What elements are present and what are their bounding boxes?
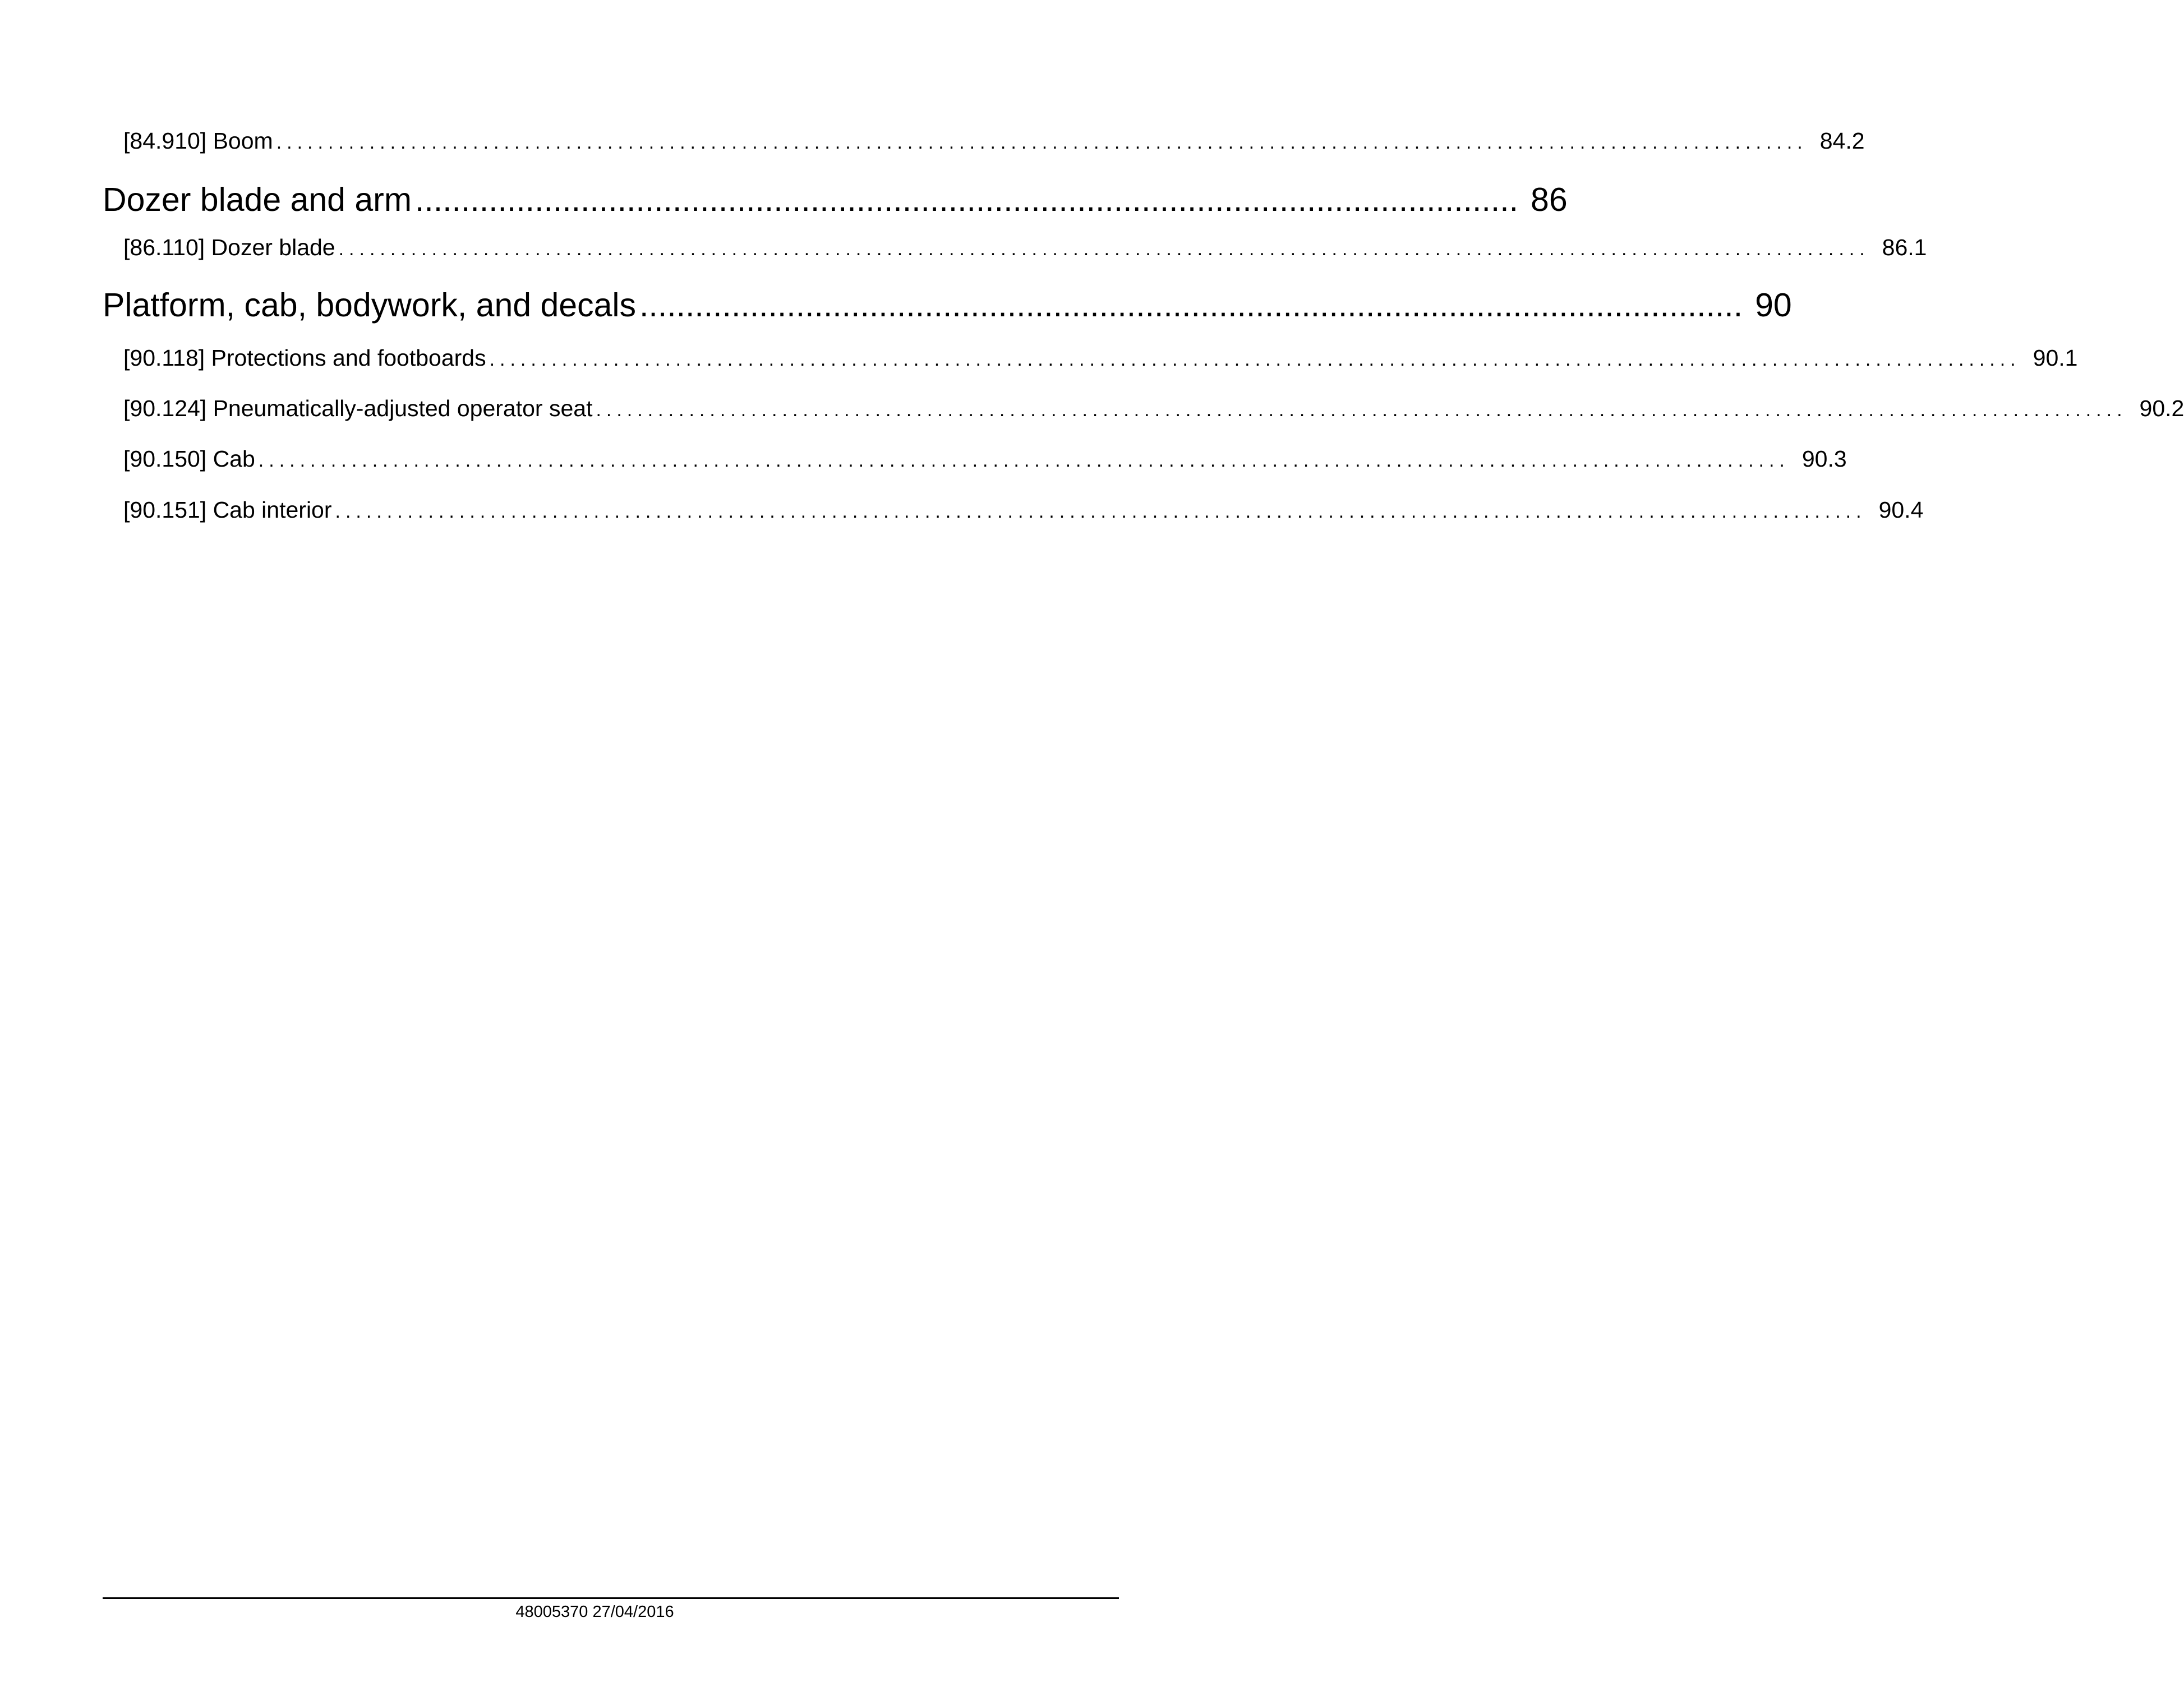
toc-entry-label: [90.124] Pneumatically-adjusted operator seat (123, 395, 593, 421)
toc-section-label: Platform, cab, bodywork, and decals (103, 287, 637, 324)
toc-entry-protections-and-footboards[interactable] (123, 345, 2078, 376)
toc-entry-page: 86.1 (1882, 234, 1927, 260)
toc-entry-boom[interactable] (123, 128, 1865, 159)
toc-entry-page: 90.1 (2033, 345, 2078, 371)
footer-divider (103, 1597, 1119, 1599)
toc-section-dozer-blade-and-arm[interactable] (103, 181, 1568, 223)
dot-leader: .................................................................................................................................................... (596, 399, 2127, 421)
toc-section-page: 90 (1755, 287, 1792, 324)
dot-leader: .................................................................................................................................................... (276, 132, 1808, 153)
toc-entry-cab-interior[interactable] (123, 497, 1924, 528)
dot-leader: .................................................................................................................................................... (338, 238, 1870, 260)
toc-entry-label: [90.150] Cab (123, 446, 255, 472)
toc-entry-page: 90.3 (1801, 446, 1847, 472)
dot-leader: ........................................................................................................................ (414, 181, 1519, 218)
toc-entry-page: 90.4 (1878, 497, 1924, 523)
toc-section-platform-cab-bodywork-decals[interactable] (103, 286, 1792, 329)
toc-entry-label: [90.151] Cab interior (123, 497, 332, 523)
toc-entry-page: 90.2 (2139, 395, 2184, 421)
toc-entry-label: [90.118] Protections and footboards (123, 345, 486, 371)
footer-doc-id-date: 48005370 27/04/2016 (515, 1603, 674, 1621)
dot-leader: ........................................................................................................................ (639, 287, 1743, 324)
dot-leader: .................................................................................................................................................... (335, 501, 1867, 522)
toc-entry-cab[interactable] (123, 446, 1847, 477)
toc-section-page: 86 (1531, 181, 1568, 218)
toc-entry-dozer-blade[interactable] (123, 234, 1927, 266)
dot-leader: .................................................................................................................................................... (258, 450, 1790, 471)
dot-leader: .................................................................................................................................................... (489, 349, 2021, 370)
toc-entry-label: [84.910] Boom (123, 128, 273, 154)
toc-entry-label: [86.110] Dozer blade (123, 234, 335, 260)
toc-entry-page: 84.2 (1819, 128, 1865, 154)
toc-section-label: Dozer blade and arm (103, 181, 412, 218)
toc-entry-operator-seat[interactable] (123, 395, 2184, 427)
